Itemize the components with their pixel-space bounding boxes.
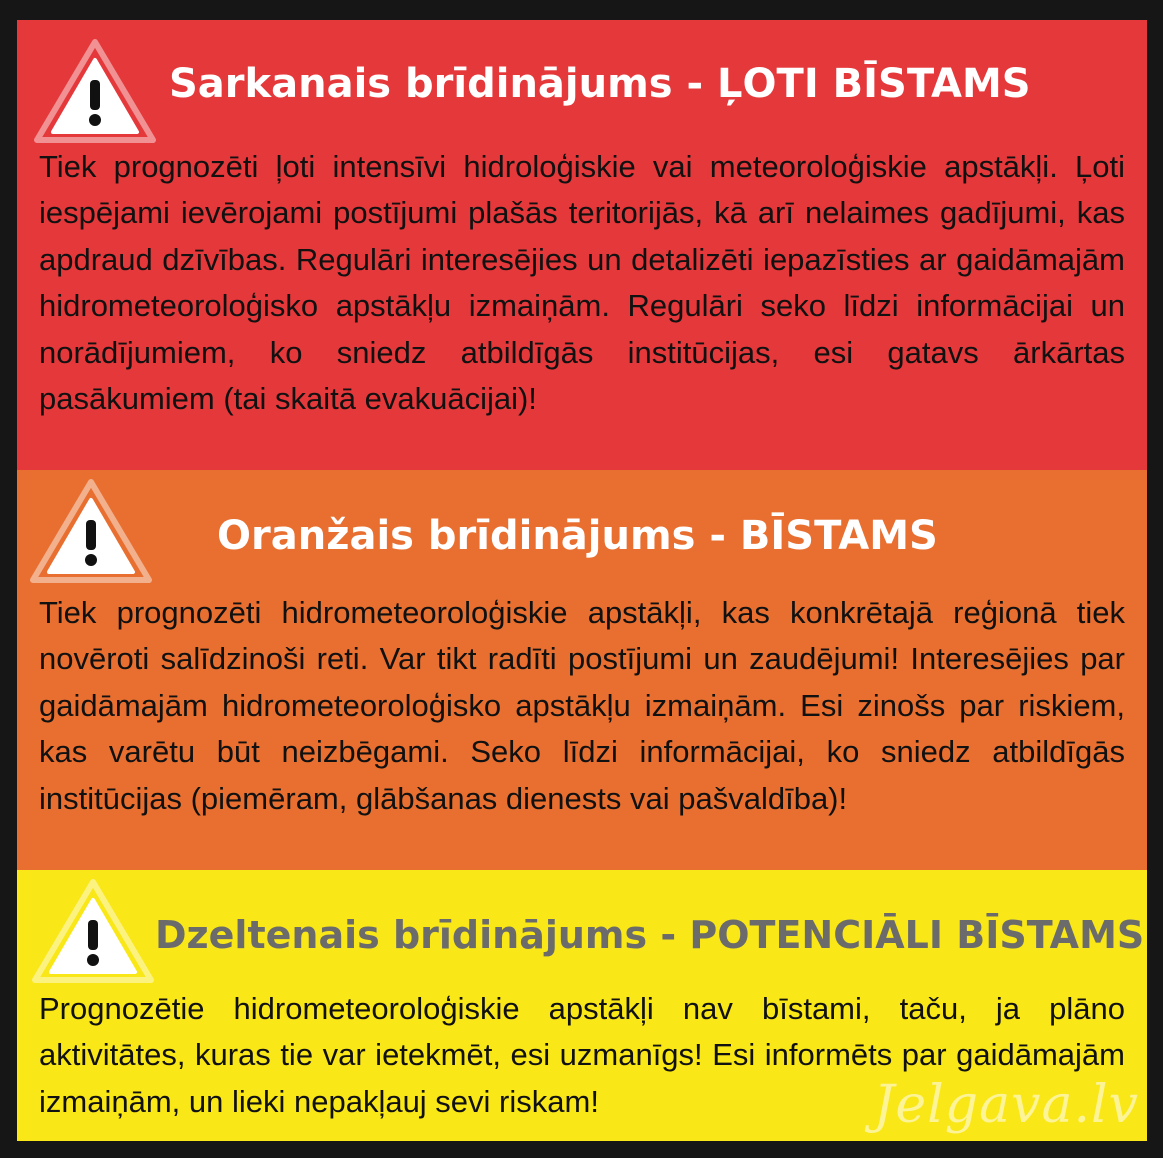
orange-warning-panel <box>17 470 1147 870</box>
orange-warning-title: Oranžais brīdinājums - BĪSTAMS <box>217 513 938 559</box>
red-warning-text: Tiek prognozēti ļoti intensīvi hidroloģiskie vai meteoroloģiskie apstākļi. Ļoti iespējami ievērojami postījumi plašās teritorijās, kā arī nelaimes gadījumi, kas apdraud dzīvības. Regulāri interesējies un detalizēti iepazīsties ar gaidāmajām hidrometeoroloģisko apstākļu izmaiņām. Regulāri seko līdzi informācijai un norādījumiem, ko sniedz atbildīgās institūcijas, esi gatavs ārkārtas pasākumiem (tai skaitā evakuācijai)! <box>39 149 1125 417</box>
orange-warning-text: Tiek prognozēti hidrometeoroloģiskie apstākļi, kas konkrētajā reģionā tiek novēroti salīdzinoši reti. Var tikt radīti postījumi un zaudējumi! Interesējies par gaidāmajām hidrometeoroloģisko apstākļu izmaiņām. Esi zinošs par riskiem, kas varētu būt neizbēgami. Seko līdzi informācijai, ko sniedz atbildīgās institūcijas (piemēram, glābšanas dienests vai pašvaldība)! <box>39 595 1125 816</box>
site-watermark: Jelgava.lv <box>873 1075 1139 1135</box>
yellow-warning-panel <box>17 870 1147 1141</box>
yellow-warning-text: Prognozētie hidrometeoroloģiskie apstākļi nav bīstami, taču, ja plāno aktivitātes, kuras tie var ietekmēt, esi uzmanīgs! Esi informēts par gaidāmajām izmaiņām, un lieki nepakļauj sevi riskam! <box>39 991 1125 1119</box>
warning-triangle-icon <box>29 478 153 584</box>
warning-triangle-icon <box>31 878 155 984</box>
warning-triangle-icon <box>33 38 157 144</box>
red-warning-title: Sarkanais brīdinājums - ĻOTI BĪSTAMS <box>169 61 1031 107</box>
red-warning-panel <box>17 20 1147 470</box>
yellow-warning-title: Dzeltenais brīdinājums - POTENCIĀLI BĪSTAMS <box>155 913 1145 957</box>
